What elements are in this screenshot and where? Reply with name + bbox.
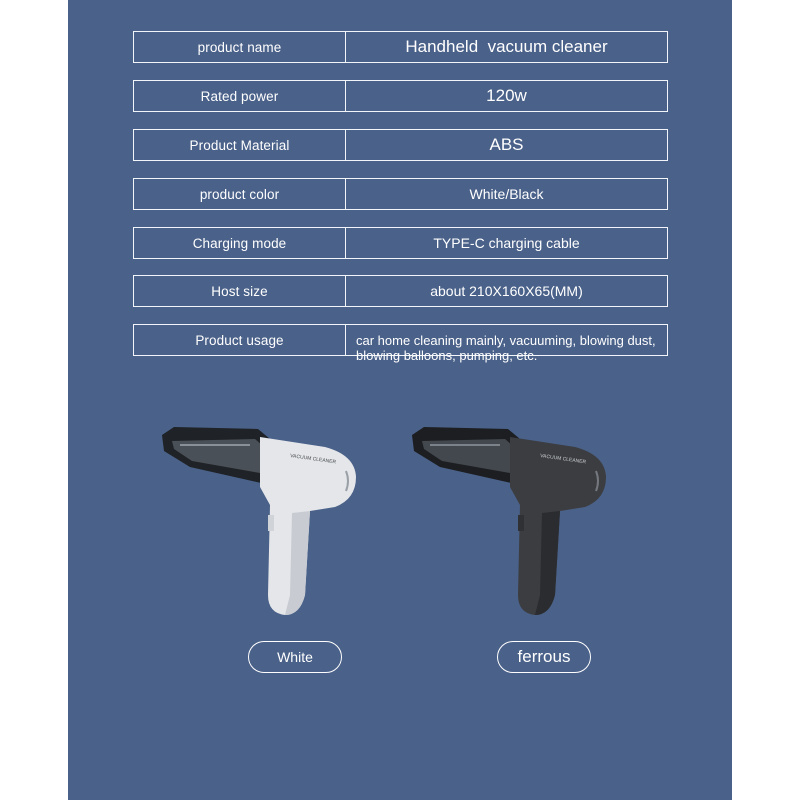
- vacuum-white-image: [150, 415, 380, 625]
- spec-value: White/Black: [469, 186, 544, 202]
- spec-row-host-size: [133, 275, 668, 307]
- spec-value: about 210X160X65(MM): [430, 283, 583, 299]
- color-label-white: White: [248, 641, 342, 673]
- spec-value: TYPE-C charging cable: [433, 235, 580, 251]
- body-label: VACUUM CLEANER: [539, 453, 587, 466]
- vacuum-black-image: [400, 415, 630, 625]
- spec-row-product-material: [133, 129, 668, 161]
- spec-label: Host size: [134, 276, 346, 306]
- spec-label: Product usage: [134, 325, 346, 355]
- spec-value: [346, 325, 667, 363]
- spec-value: 120w: [486, 86, 527, 105]
- usage-line-2: blowing balloons, pumping, etc.: [356, 348, 538, 363]
- spec-value: ABS: [489, 135, 524, 154]
- spec-row-product-color: [133, 178, 668, 210]
- usage-line-1: car home cleaning mainly, vacuuming, blowing dust,: [356, 333, 656, 348]
- spec-label: Rated power: [134, 81, 346, 111]
- body-label: VACUUM CLEANER: [289, 453, 337, 466]
- spec-value: Handheld vacuum cleaner: [405, 37, 608, 56]
- spec-label: Charging mode: [134, 228, 346, 258]
- spec-label: Product Material: [134, 130, 346, 160]
- color-label-ferrous: ferrous: [497, 641, 591, 673]
- spec-label: product name: [134, 32, 346, 62]
- spec-row-rated-power: [133, 80, 668, 112]
- background-panel: [68, 0, 732, 800]
- spec-row-charging-mode: [133, 227, 668, 259]
- spec-label: product color: [134, 179, 346, 209]
- spec-row-product-usage: [133, 324, 668, 363]
- spec-row-product-name: [133, 31, 668, 63]
